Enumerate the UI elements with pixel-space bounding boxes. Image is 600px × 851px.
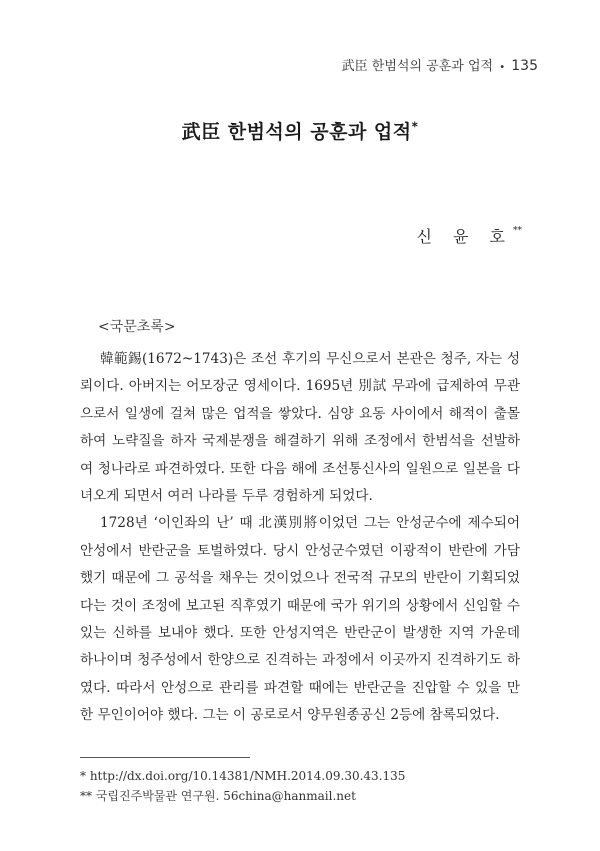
abstract-label: <국문초록> — [98, 319, 176, 335]
author-name: 신 윤 호 — [416, 227, 513, 246]
running-head — [342, 55, 538, 74]
abstract-body — [80, 346, 520, 730]
title-footnote-mark: * — [411, 119, 419, 134]
footnote-2-text: 국립진주박물관 연구원. 56china@hanmail.net — [95, 789, 356, 803]
page-number: 135 — [511, 58, 538, 74]
author — [416, 224, 522, 247]
footnote-divider — [80, 757, 250, 758]
running-head-title: 武臣 한범석의 공훈과 업적 — [341, 59, 494, 74]
footnote-1-text[interactable]: http://dx.doi.org/10.14381/NMH.2014.09.30.43.135 — [89, 769, 406, 783]
abstract-paragraph-2: 1728년 ‘이인좌의 난’ 때 北漢別將이었던 그는 안성군수에 제수되어 안성에서 반란군을 토벌하였다. 당시 안성군수였던 이광적이 반란에 가담했기 때문에 그 공석을 채우는 것이었으나 전국적 규모의 반란이 기획되었다는 것이 조정에 보고된 직후였기 때문에 국가 위기의 상황에서 신임할 수 있는 신하를 보내야 했다. 또한 안성지역은 반란군이 발생한 지역 가운데 하나이며 청주성에서 한양으로 진격하는 과정에서 이곳까지 진격하기도 하였다. 따라서 안성으로 관리를 파견할 때에는 반란군을 진압할 수 있을 만한 무인이어야 했다. 그는 이 공로로서 양무원종공신 2등에 참록되었다. — [80, 515, 520, 724]
footnote-2 — [80, 787, 356, 804]
footnote-1 — [80, 769, 405, 783]
running-head-bullet: • — [499, 62, 506, 73]
footnote-2-mark: ** — [80, 789, 92, 803]
paper-title-text: 武臣 한범석의 공훈과 업적 — [181, 121, 412, 143]
abstract-paragraph-1: 韓範錫(1672~1743)은 조선 후기의 무신으로서 본관은 청주, 자는 성뢰이다. 아버지는 어모장군 영세이다. 1695년 別試 무과에 급제하여 무관으로서 일생에 걸쳐 많은 업적을 쌓았다. 심양 요동 사이에서 해적이 출몰하여 노략질을 하자 국제분쟁을 해결하기 위해 조정에서 한범석을 선발하여 청나라로 파견하였다. 또한 다음 해에 조선통신사의 일원으로 일본을 다녀오게 되면서 여러 나라를 두루 경험하게 되었다. — [80, 351, 520, 505]
footnote-1-mark: * — [80, 769, 86, 783]
author-footnote-mark: ** — [513, 226, 522, 236]
paper-title — [0, 117, 600, 144]
